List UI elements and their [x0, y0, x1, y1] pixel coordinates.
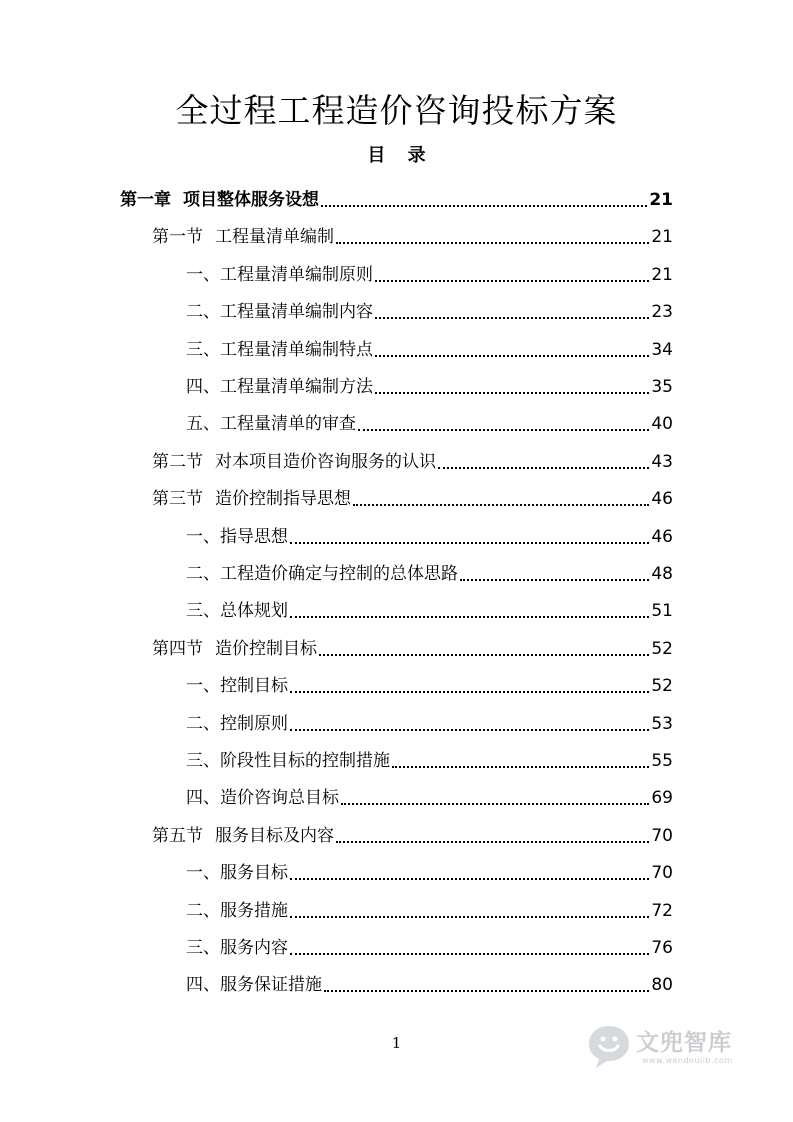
- toc-dot-leader: [375, 392, 649, 394]
- toc-dot-leader: [290, 542, 649, 544]
- toc-entry-number: 第一章: [120, 190, 171, 210]
- toc-entry-label: 二、工程量清单编制内容: [186, 302, 373, 323]
- toc-entry[interactable]: [186, 924, 673, 961]
- toc-entry-label: 一、控制目标: [186, 676, 288, 697]
- toc-entry[interactable]: [186, 700, 673, 737]
- toc-dot-leader: [336, 242, 649, 244]
- toc-entry-page: 43: [651, 451, 673, 472]
- toc-dot-leader: [319, 654, 649, 656]
- toc-entry[interactable]: [186, 662, 673, 699]
- toc-entry-page: 46: [651, 526, 673, 547]
- toc-entry-number: 第四节: [152, 638, 203, 659]
- watermark-url: www.wendoulib.com: [642, 1056, 733, 1065]
- toc-entry-page: 21: [651, 227, 673, 248]
- toc-entry-label: 二、工程造价确定与控制的总体思路: [186, 564, 458, 584]
- toc-entry[interactable]: [152, 438, 673, 475]
- toc-entry[interactable]: [186, 400, 673, 437]
- toc-entry[interactable]: [186, 251, 673, 288]
- toc-entry-page: 46: [651, 489, 673, 510]
- toc-entry[interactable]: [186, 326, 673, 363]
- toc-entry-page: 70: [651, 863, 673, 884]
- toc-entry-page: 35: [651, 377, 673, 397]
- toc-entry-number: 第三节: [152, 489, 203, 510]
- toc-entry-number: 第二节: [152, 451, 203, 472]
- toc-dot-leader: [290, 691, 649, 693]
- toc-entry[interactable]: [186, 849, 673, 886]
- toc-entry-label: 三、服务内容: [186, 938, 288, 958]
- toc-entry-label: 四、服务保证措施: [186, 975, 322, 996]
- toc-entry[interactable]: [186, 774, 673, 811]
- toc-entry-page: 70: [651, 825, 673, 846]
- toc-dot-leader: [290, 616, 649, 618]
- toc-dot-leader: [290, 953, 649, 955]
- page-number: 1: [391, 1034, 402, 1052]
- toc-dot-leader: [290, 878, 649, 880]
- toc-entry-page: 21: [651, 264, 673, 285]
- toc-entry[interactable]: [186, 737, 673, 774]
- toc-entry-label: 造价控制指导思想: [215, 489, 351, 510]
- toc-entry-label: 一、工程量清单编制原则: [186, 264, 373, 285]
- toc-entry-number: 第五节: [152, 825, 203, 846]
- toc-dot-leader: [290, 916, 649, 918]
- toc-entry-label: 二、服务措施: [186, 900, 288, 921]
- toc-entry[interactable]: [186, 550, 673, 587]
- toc-entry[interactable]: [152, 475, 673, 512]
- toc-dot-leader: [341, 803, 649, 805]
- toc-dot-leader: [321, 205, 647, 207]
- toc-dot-leader: [375, 355, 649, 357]
- toc-dot-leader: [358, 429, 649, 431]
- toc-entry-page: 55: [651, 751, 673, 771]
- toc-entry-page: 76: [651, 938, 673, 958]
- toc-entry-label: 一、服务目标: [186, 863, 288, 884]
- toc-entry[interactable]: [186, 513, 673, 550]
- toc-dot-leader: [392, 766, 649, 768]
- toc-entry-page: 52: [651, 638, 673, 659]
- watermark: [584, 1018, 774, 1076]
- toc-entry[interactable]: [186, 887, 673, 924]
- toc-entry-page: 52: [651, 676, 673, 697]
- toc-entry-page: 51: [651, 601, 673, 622]
- toc-entry-number: 第一节: [152, 227, 203, 248]
- toc-entry-label: 服务目标及内容: [215, 825, 334, 846]
- speech-bubble-logo-icon: [584, 1022, 634, 1072]
- toc-entry[interactable]: [186, 288, 673, 325]
- toc-entry-label: 造价控制目标: [215, 638, 317, 659]
- toc-entry-label: 三、阶段性目标的控制措施: [186, 751, 390, 771]
- toc-entry[interactable]: [152, 625, 673, 662]
- toc-entry[interactable]: [152, 213, 673, 250]
- toc-entry-label: 三、工程量清单编制特点: [186, 339, 373, 360]
- toc-dot-leader: [375, 317, 649, 319]
- toc-entry[interactable]: [186, 961, 673, 998]
- toc-entry[interactable]: [152, 812, 673, 849]
- toc-entry-label: 三、总体规划: [186, 601, 288, 622]
- toc-dot-leader: [438, 467, 649, 469]
- toc-heading: 目 录: [367, 145, 434, 166]
- toc-entry-page: 69: [651, 788, 673, 809]
- toc-entry-label: 一、指导思想: [186, 526, 288, 547]
- toc-entry-page: 34: [651, 339, 673, 360]
- toc-entry-label: 对本项目造价咨询服务的认识: [215, 451, 436, 472]
- toc-entry[interactable]: [186, 587, 673, 624]
- toc-dot-leader: [324, 990, 649, 992]
- toc-dot-leader: [460, 579, 649, 581]
- toc-entry-page: 48: [651, 564, 673, 584]
- toc-dot-leader: [353, 504, 649, 506]
- toc-entry-page: 53: [651, 713, 673, 734]
- toc-dot-leader: [336, 841, 649, 843]
- toc-entry[interactable]: [120, 176, 673, 213]
- document-title: 全过程工程造价咨询投标方案: [175, 91, 618, 130]
- toc-entry-label: 五、工程量清单的审查: [186, 414, 356, 435]
- toc-entry-label: 工程量清单编制: [215, 227, 334, 248]
- toc-entry[interactable]: [186, 363, 673, 400]
- toc-entry-page: 40: [651, 414, 673, 435]
- toc-entry-label: 四、造价咨询总目标: [186, 788, 339, 809]
- watermark-name: 文兜智库: [636, 1030, 732, 1056]
- toc-dot-leader: [375, 280, 649, 282]
- toc-entry-page: 23: [651, 302, 673, 323]
- toc-entry-label: 四、工程量清单编制方法: [186, 377, 373, 397]
- toc-entry-page: 21: [649, 190, 673, 210]
- toc-dot-leader: [290, 729, 649, 731]
- toc-entry-label: 二、控制原则: [186, 713, 288, 734]
- toc-entry-label: 项目整体服务设想: [183, 190, 319, 210]
- toc-entry-page: 72: [651, 900, 673, 921]
- toc-entry-page: 80: [651, 975, 673, 996]
